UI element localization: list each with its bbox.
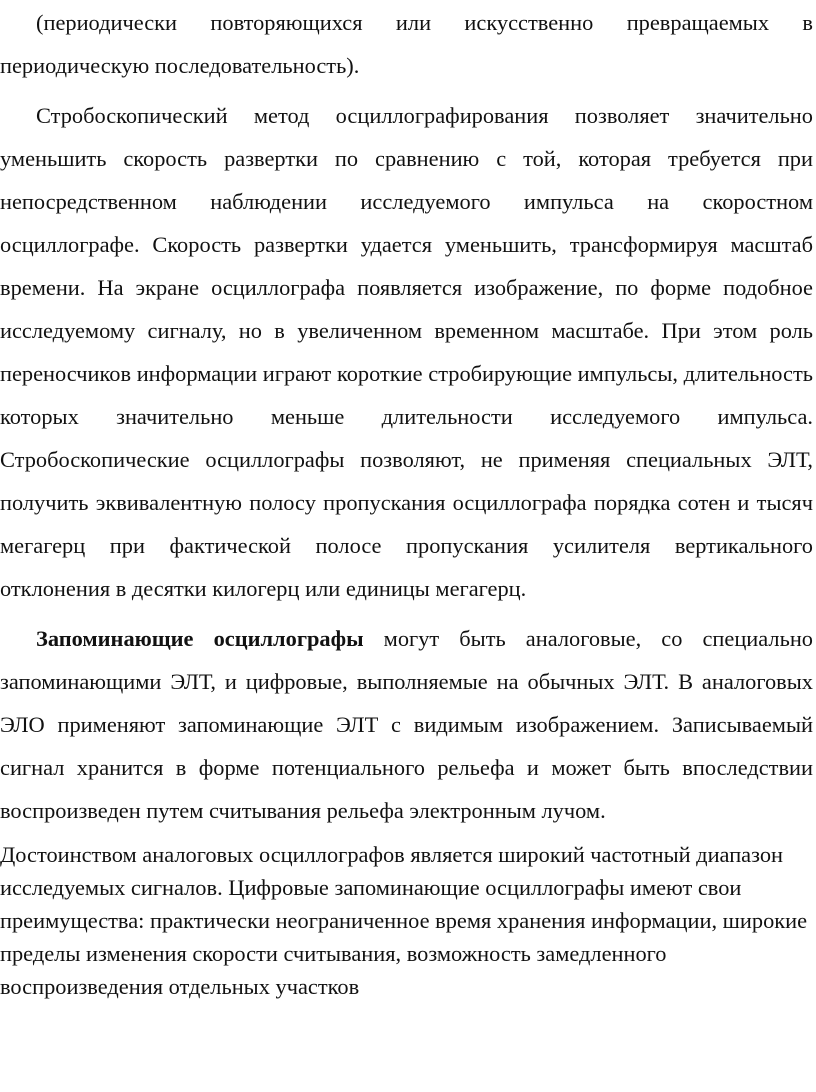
paragraph-storage-oscilloscopes xyxy=(0,617,816,832)
paragraph-continuation: (периодически повторяющихся или искусственно превращаемых в периодическую последовательность). xyxy=(0,10,813,78)
paragraph-stroboscopic-method: Стробоскопический метод осциллографирования позволяет значительно уменьшить скорость развертки по сравнению с той, которая требуется при непосредственном наблюдении исследуемого импульса на скоростном осциллографе. Скорость развертки удается уменьшить, трансформируя масштаб времени. На экране осциллографа появляется изображение, по форме подобное исследуемому сигналу, но в увеличенном временном масштабе. При этом роль переносчиков информации играют короткие стробирующие импульсы, длительность которых значительно меньше длительности исследуемого импульса. Стробоскопические осциллографы позволяют, не применяя специальных ЭЛТ, получить эквивалентную полосу пропускания осциллографа порядка сотен и тысяч мегагерц при фактической полосе пропускания усилителя вертикального отклонения в десятки килогерц или единицы мегагерц. xyxy=(0,103,813,601)
bold-term: Запоминающие осциллографы xyxy=(36,626,364,651)
paragraph-analog-advantages: Достоинством аналоговых осциллографов является широкий частотный диапазон исследуемых сигналов. Цифровые запоминающие осциллографы имеют свои преимущества: практически неограниченное время хранения информации, широкие пределы изменения скорости считывания, возможность замедленного воспроизведения отдельных участков xyxy=(0,842,808,999)
paragraph-storage-oscilloscopes-text: могут быть аналоговые, со специально запоминающими ЭЛТ, и цифровые, выполняемые на обычных ЭЛТ. В аналоговых ЭЛО применяют запоминающие ЭЛТ с видимым изображением. Записываемый сигнал хранится в форме потенциального рельефа и может быть впоследствии воспроизведен путем считывания рельефа электронным лучом. xyxy=(0,626,813,823)
